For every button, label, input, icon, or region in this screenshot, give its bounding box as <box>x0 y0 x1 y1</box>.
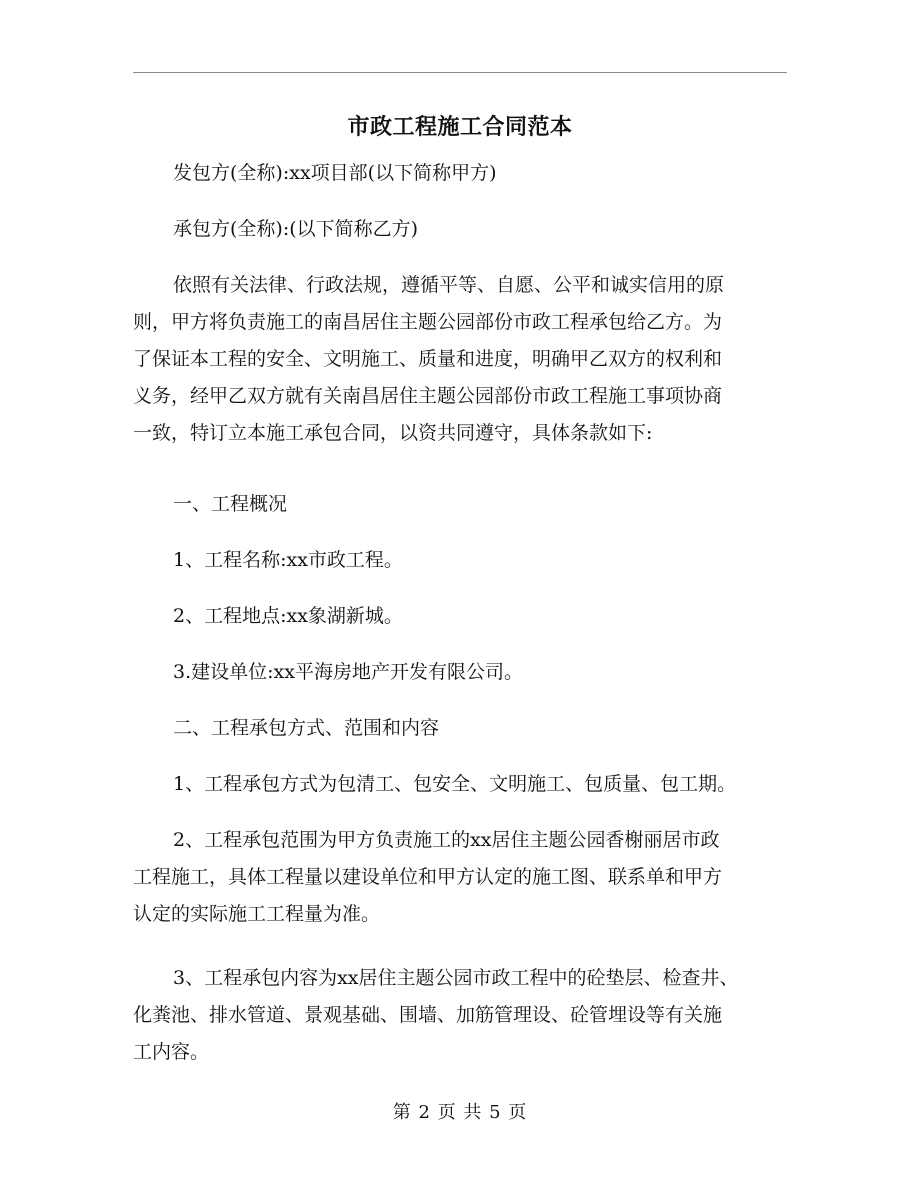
paragraph-line: 依照有关法律、行政法规，遵循平等、自愿、公平和诚实信用的原 <box>173 274 725 296</box>
paragraph-line: 1、工程名称:xx市政工程。 <box>173 549 403 571</box>
paragraph-line: 义务，经甲乙双方就有关南昌居住主题公园部份市政工程施工事项协商 <box>133 385 723 407</box>
paragraph-line: 工程施工，具体工程量以建设单位和甲方认定的施工图、联系单和甲方 <box>133 866 723 888</box>
section-heading-overview <box>133 486 787 523</box>
paragraph-line: 了保证本工程的安全、文明施工、质量和进度，明确甲乙双方的权利和 <box>133 348 723 370</box>
paragraph-line: 2、工程地点:xx象湖新城。 <box>173 605 403 627</box>
paragraph-employer <box>133 155 787 192</box>
section-heading-scope <box>133 710 787 747</box>
paragraph-line: 则，甲方将负责施工的南昌居住主题公园部份市政工程承包给乙方。为 <box>133 311 723 333</box>
paragraph-line: 发包方(全称):xx项目部(以下简称甲方) <box>173 162 497 184</box>
paragraph-preamble <box>133 267 787 452</box>
paragraph-line: 2、工程承包范围为甲方负责施工的xx居住主题公园香榭丽居市政 <box>173 829 720 851</box>
paragraph-line: 1、工程承包方式为包清工、包安全、文明施工、包质量、包工期。 <box>173 773 737 795</box>
paragraph-line: 一致，特订立本施工承包合同，以资共同遵守，具体条款如下: <box>133 422 653 444</box>
paragraph-line: 3、工程承包内容为xx居住主题公园市政工程中的砼垫层、检查井、 <box>173 967 739 989</box>
document-title: 市政工程施工合同范本 <box>347 114 573 140</box>
paragraph-project-location <box>133 598 787 635</box>
paragraph-contract-content <box>133 960 787 1071</box>
paragraph-contractor <box>133 211 787 248</box>
paragraph-line: 化粪池、排水管道、景观基础、围墙、加筋管理设、砼管埋设等有关施 <box>133 1004 723 1026</box>
paragraph-contract-method <box>133 766 787 803</box>
section-heading: 一、工程概况 <box>173 493 288 515</box>
paragraph-contract-scope <box>133 822 787 933</box>
paragraph-line: 认定的实际施工工程量为准。 <box>133 903 381 925</box>
paragraph-project-name <box>133 542 787 579</box>
paragraph-line: 3.建设单位:xx平海房地产开发有限公司。 <box>173 661 523 683</box>
page-number-footer: 第 2 页 共 5 页 <box>392 1102 528 1123</box>
paragraph-developer <box>133 654 787 691</box>
paragraph-line: 工内容。 <box>133 1041 210 1063</box>
paragraph-line: 承包方(全称):(以下简称乙方) <box>173 218 419 240</box>
section-heading: 二、工程承包方式、范围和内容 <box>173 717 440 739</box>
header-rule <box>133 72 787 73</box>
